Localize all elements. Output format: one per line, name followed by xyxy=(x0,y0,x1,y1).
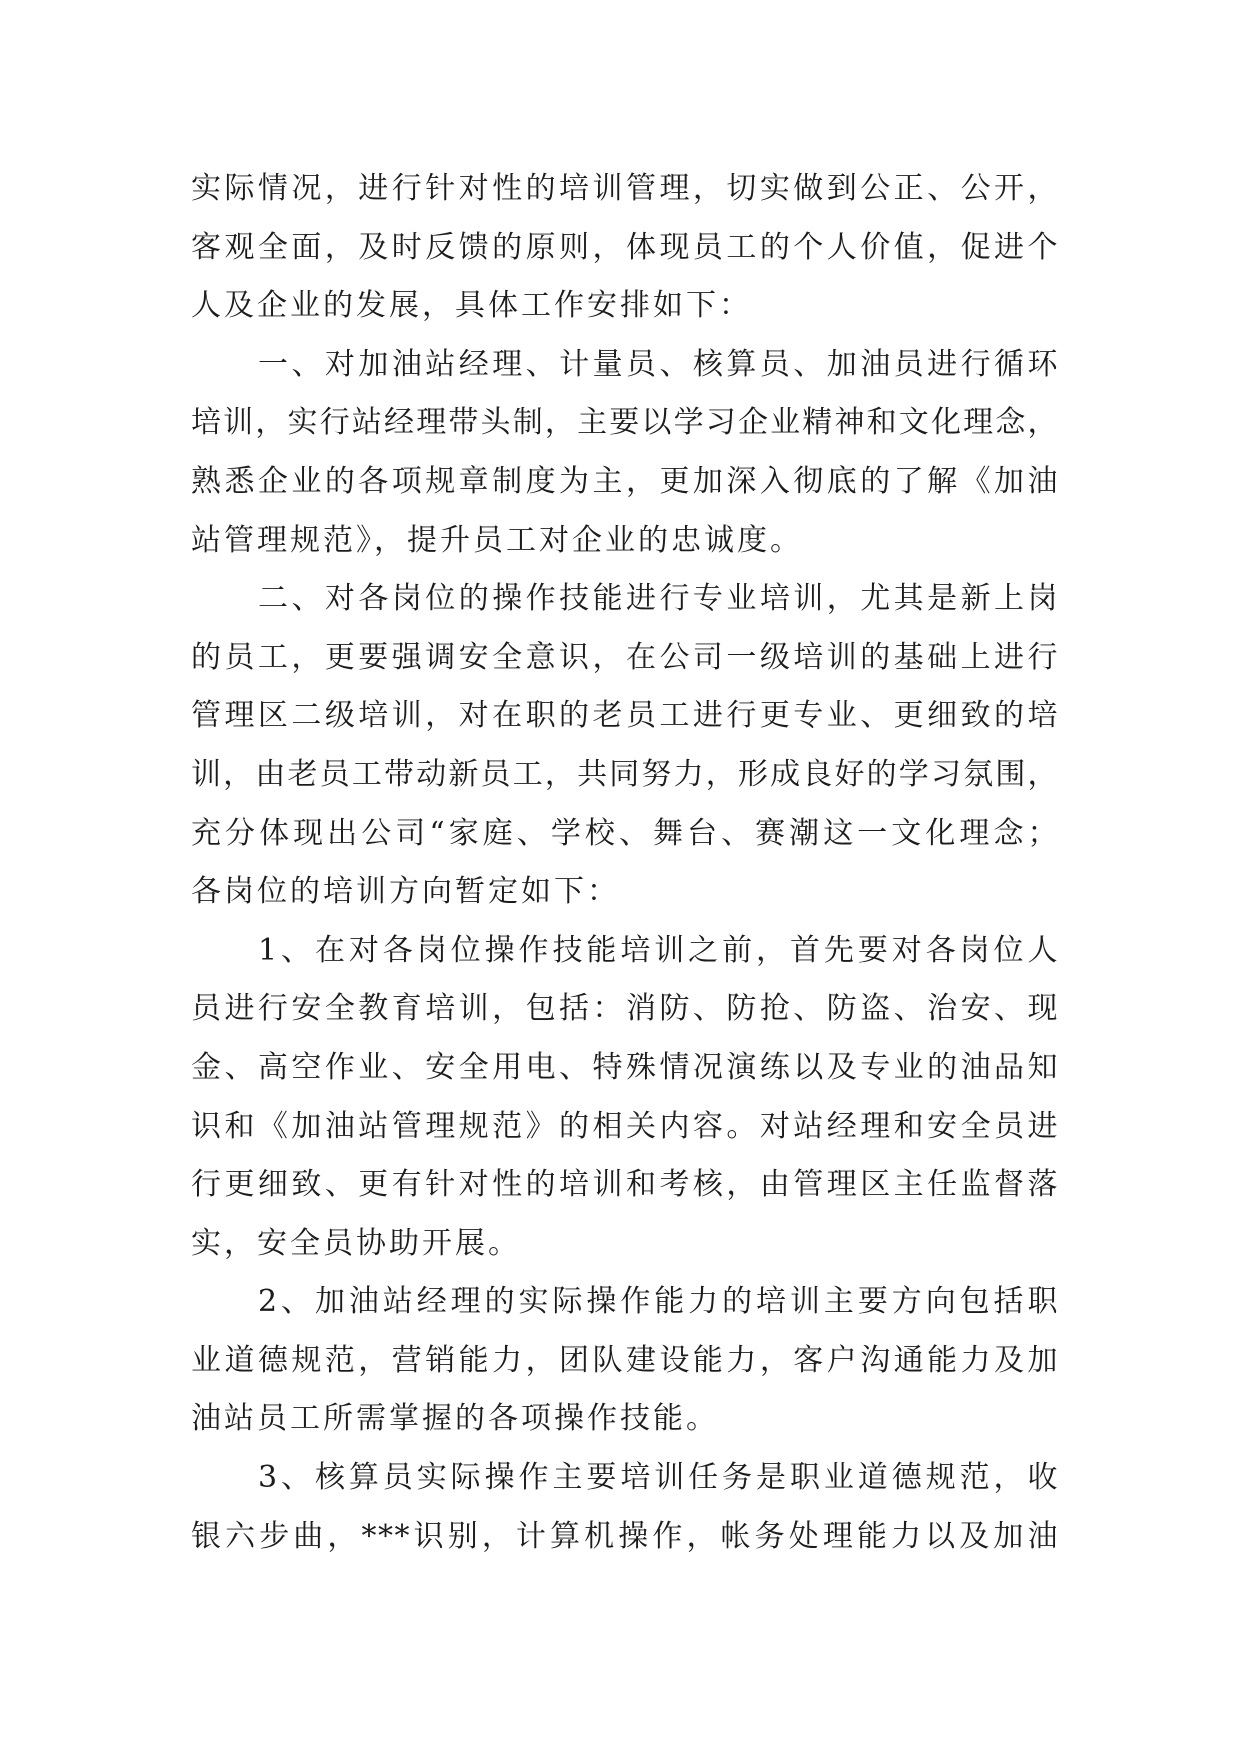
text-line: 站管理规范》，提升员工对企业的忠诚度。 xyxy=(191,522,803,558)
text-line: 员进行安全教育培训，包括：消防、防抢、防盗、治安、现 xyxy=(191,991,1059,1027)
text-line: 金、高空作业、安全用电、特殊情况演练以及专业的油品知 xyxy=(191,1049,1059,1085)
text-line: 充分体现出公司“家庭、学校、舞台、赛潮这一文化理念； xyxy=(191,815,1059,851)
text-line: 各岗位的培训方向暂定如下： xyxy=(191,874,620,910)
paragraph xyxy=(191,1273,1059,1449)
text-line: 行更细致、更有针对性的培训和考核，由管理区主任监督落 xyxy=(191,1167,1059,1203)
text-line: 2、加油站经理的实际操作能力的培训主要方向包括职 xyxy=(258,1284,1059,1320)
text-line: 1、在对各岗位操作技能培训之前，首先要对各岗位人 xyxy=(258,932,1059,968)
text-line: 实际情况，进行针对性的培训管理，切实做到公正、公开， xyxy=(191,171,1059,206)
text-line: 识和《加油站管理规范》的相关内容。对站经理和安全员进 xyxy=(191,1108,1059,1144)
text-line: 人及企业的发展，具体工作安排如下： xyxy=(191,288,752,324)
text-line: 的员工，更要强调安全意识，在公司一级培训的基础上进行 xyxy=(191,639,1059,675)
text-line: 业道德规范，营销能力，团队建设能力，客户沟通能力及加 xyxy=(191,1342,1059,1378)
text-line: 3、核算员实际操作主要培训任务是职业道德规范，收 xyxy=(258,1460,1059,1496)
paragraph xyxy=(191,336,1059,570)
text-line: 二、对各岗位的操作技能进行专业培训，尤其是新上岗 xyxy=(258,581,1059,617)
text-line: 培训，实行站经理带头制，主要以学习企业精神和文化理念， xyxy=(191,405,1059,441)
text-line: 一、对加油站经理、计量员、核算员、加油员进行循环 xyxy=(258,346,1059,382)
text-line: 管理区二级培训，对在职的老员工进行更专业、更细致的培 xyxy=(191,698,1059,734)
text-line: 油站员工所需掌握的各项操作技能。 xyxy=(191,1401,719,1437)
paragraph xyxy=(191,570,1059,922)
text-line: 熟悉企业的各项规章制度为主，更加深入彻底的了解《加油 xyxy=(191,463,1059,499)
text-line: 实，安全员协助开展。 xyxy=(191,1225,521,1261)
text-line: 训，由老员工带动新员工，共同努力，形成良好的学习氛围， xyxy=(191,756,1059,792)
paragraph xyxy=(191,1449,1059,1566)
document-body xyxy=(191,160,1059,1566)
paragraph xyxy=(191,160,1059,336)
text-line: 银六步曲，***识别，计算机操作，帐务处理能力以及加油 xyxy=(191,1518,1059,1554)
text-line: 客观全面，及时反馈的原则，体现员工的个人价值，促进个 xyxy=(191,229,1059,265)
paragraph xyxy=(191,922,1059,1274)
